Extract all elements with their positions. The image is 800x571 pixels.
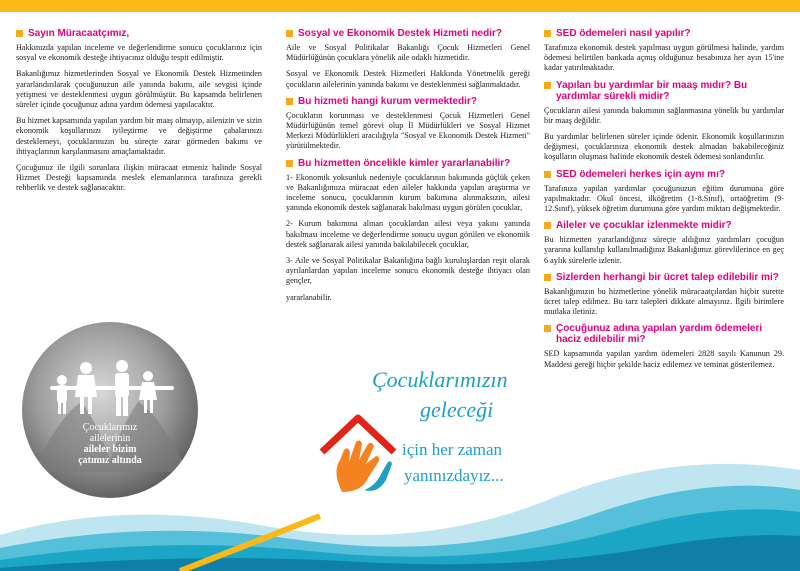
bullet-square-icon [544, 274, 551, 281]
bullet-square-icon [286, 160, 293, 167]
top-accent-bar [0, 0, 800, 12]
bullet-square-icon [286, 98, 293, 105]
section-heading: Bu hizmeti hangi kurum vermektedir? [286, 96, 530, 107]
paragraph: Bakanlığımız hizmetlerinden Sosyal ve Ekonomik Destek Hizmetinden yararlandırılarak çocuğunuzun aile yanında bakımı, aile sevgisi içinde yetişmesi ve desteklenmesi uygun görülmüştür. Bu kapsamda belirlenen süreler içinde çocuğunuz adına yardım ödemesi yapılacaktır. [16, 69, 262, 110]
bullet-square-icon [544, 222, 551, 229]
caption-line: Çocuklarımız [82, 422, 138, 433]
paragraph: Bu yardımlar belirlenen süreler içinde ödenir. Ekonomik koşullarınızın değişmesi, çocuklarınıza ekonomik destek almadan bakabileceğiniz koşulların oluşması halinde ekonomik destek ödemesi sonlandırılır. [544, 132, 784, 162]
section-heading: Yapılan bu yardımlar bir maaş mıdır? Bu yardımlar sürekli midir? [544, 80, 784, 102]
section-heading: Sizlerden herhangi bir ücret talep edilebilir mi? [544, 272, 784, 283]
paragraph: Bu hizmetten yararlandığınız süreçte aldığınız yardımları çocuğun yararına kullanılıp kullanılmadığınız Bakanlığımız görevlilerince en geç 6 aylık sürelerle izlenir. [544, 235, 784, 265]
bullet-square-icon [544, 325, 551, 332]
bullet-square-icon [544, 82, 551, 89]
caption-line-bold: aileler bizim [83, 444, 137, 455]
section-heading: Sosyal ve Ekonomik Destek Hizmeti nedir? [286, 28, 530, 39]
bullet-square-icon [16, 30, 23, 37]
slogan-line-1: Çocuklarımızın [372, 367, 508, 392]
paragraph: Çocuğunuz ile ilgili sorunlara ilişkin müracaat etmeniz halinde Sosyal Hizmet Desteği kapsamında meslek elemanlarınca tarafınıza gerekli rehberlik ve destek sağlanacaktır. [16, 163, 262, 193]
bullet-square-icon [286, 30, 293, 37]
paragraph: Bakanlığımızın bu hizmetlerine yönelik müracaatçılardan hiçbir surette ücret talep edilmez. Bu tarz talepleri dikkate almayınız. İlgili birimlere mutlaka iletiniz. [544, 286, 784, 317]
slogan-line-2: geleceği [420, 397, 494, 422]
paragraph: 3- Aile ve Sosyal Politikalar Bakanlığına bağlı kuruluşlardan reşit olarak ayrılanlardan yapılan inceleme sonucu ekonomik desteğe ihtiyacı olan gençler, [286, 256, 530, 286]
paragraph: Bu hizmet kapsamında yapılan yardım bir maaş olmayıp, ailenizin ve sizin ekonomik koşullarınızı iyileştirme ve değiştirme çabalarınızı desteklemeyi, çocuklarınızın bu süreçte zarar görmeden bakımı ve ihtiyaçlarının karşılanmasını amaçlamaktadır. [16, 116, 262, 156]
heading-text: Sayın Müracaatçımız, [28, 28, 130, 39]
bullet-square-icon [544, 171, 551, 178]
paragraph: 1- Ekonomik yoksunluk nedeniyle çocuklarının bakımında güçlük çeken ve Bakanlığımıza müracaat eden aileler hakkında yapılan araştırma ve inceleme sonucu, çocuklarının kurum bakımına alınmaksızın, ailesi yanında ekonomik destek sağlanarak bakılması uygun görülen çocuklar, [286, 172, 530, 213]
caption-line: ailelerinin [89, 433, 131, 444]
paragraph: yararlanabilir. [286, 292, 332, 302]
paragraph: Çocukların ailesi yanında bakımının sağlanmasına yönelik bu yardımlar bir maaş değildir. [544, 105, 784, 125]
wave-decoration [0, 440, 800, 571]
paragraph: 2- Kurum bakımına alınan çocuklardan ailesi veya yakını yanında bakılması inceleme ve değerlendirme sonucu uygun görülen ve ekonomik destek sağlanarak ailesi yanında bakılabilecek çocuklar, [286, 219, 530, 249]
slogan-line-3: için her zaman [402, 440, 503, 459]
paragraph: Tarafınıza yapılan yardımlar çocuğunuzun eğitim durumuna göre yapılmaktadır. Okul öncesi, ilköğretim (1-8.Sınıf), ortaöğretim (9-12.Sınıf), yüksek öğretim durumuna göre yardım miktarı değişmektedir. [544, 183, 784, 214]
section-heading: SED ödemeleri nasıl yapılır? [544, 28, 784, 39]
caption-line-bold: çatımız altında [78, 455, 142, 466]
bullet-square-icon [544, 30, 551, 37]
section-heading: Bu hizmetten öncelikle kimler yararlanabilir? [286, 158, 530, 169]
column-right [544, 28, 784, 376]
paragraph: Sosyal ve Ekonomik Destek Hizmetleri Hakkında Yönetmelik gereği çocukların ailelerinin yanında bakımı ve desteklenmesi sağlanmaktadır. [286, 69, 530, 89]
section-heading: SED ödemeleri herkes için aynı mı? [544, 169, 784, 180]
section-heading: Aileler ve çocuklar izlenmekte midir? [544, 220, 784, 231]
column-left [16, 28, 262, 200]
paragraph: Çocukların korunması ve desteklenmesi Çocuk Hizmetleri Genel Müdürlüğünün temel görevi olup İl Müdürlükleri ve Sosyal Hizmet Merkezi Müdürlükleri aracılığıyla "Sosyal ve Ekonomik Destek Hizmeti" yürütülmektedir. [286, 110, 530, 151]
paragraph: Tarafınıza ekonomik destek yapılması uygun görülmesi halinde, yardım ödemesi belirtilen bankada açmış olduğunuz hesabınıza her ayın 15'ine kadar yatırılmaktadır. [544, 43, 784, 73]
greeting-heading [16, 28, 262, 39]
paragraph: SED kapsamında yapılan yardım ödemeleri 2828 sayılı Kanunun 29. Maddesi gereği hiçbir şekilde haciz edilemez ve teminat gösterilemez. [544, 349, 784, 369]
paragraph: Hakkınızda yapılan inceleme ve değerlendirme sonucu çocuklarınız için sosyal ve ekonomik desteğe ihtiyacınız olduğu tespit edilmiştir. [16, 43, 262, 63]
paragraph: Aile ve Sosyal Politikalar Bakanlığı Çocuk Hizmetleri Genel Müdürlüğünün çocuklara yönelik aile odaklı hizmetidir. [286, 43, 530, 63]
slogan-line-4: yanınızdayız... [404, 466, 504, 485]
section-heading: Çocuğunuz adına yapılan yardım ödemeleri haciz edilebilir mi? [544, 323, 784, 345]
column-middle [286, 28, 530, 309]
house-hands-logo-icon [318, 412, 398, 496]
